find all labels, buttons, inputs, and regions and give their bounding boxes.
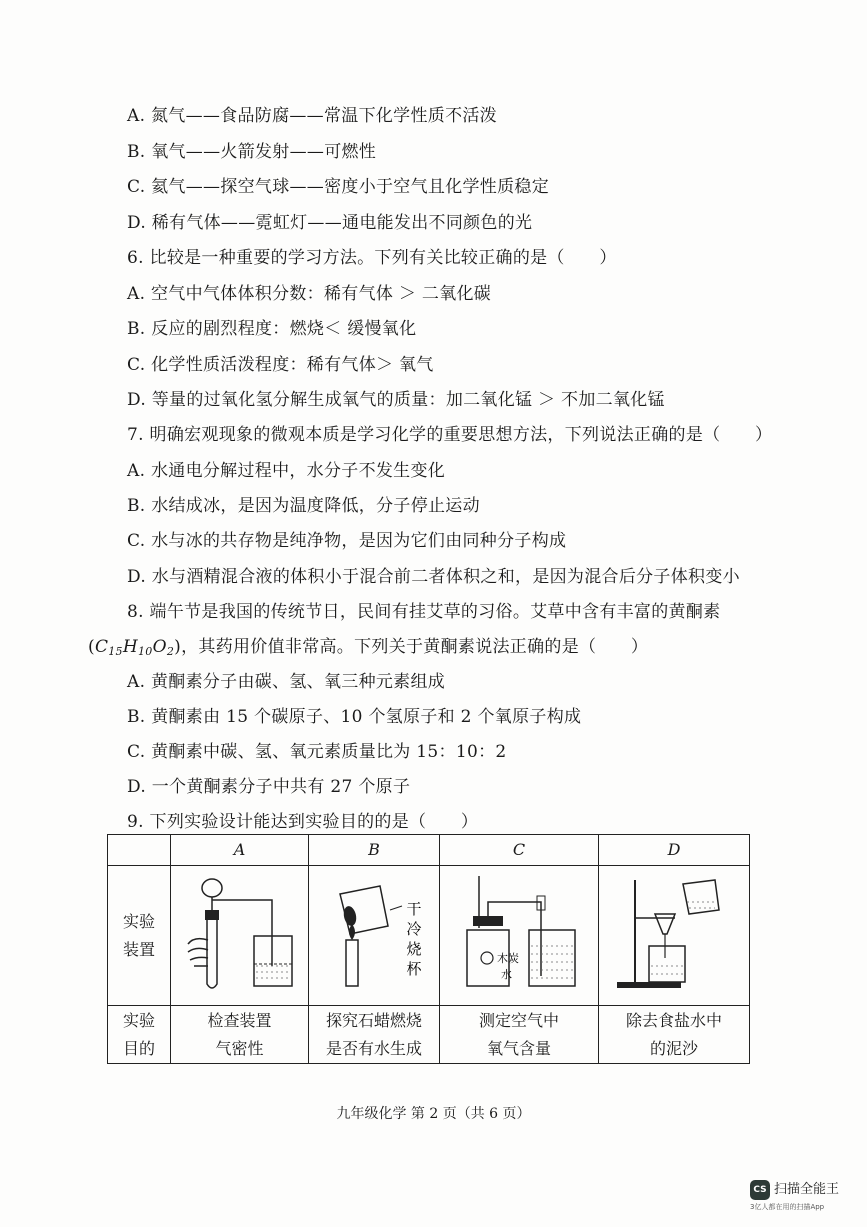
scanner-logo-icon: CS xyxy=(750,1180,770,1200)
option-8a: A. 黄酮素分子由碳、氢、氧三种元素组成 xyxy=(127,672,446,692)
scanner-watermark xyxy=(750,1180,850,1214)
purpose-row xyxy=(108,1006,750,1064)
question-9: 9. 下列实验设计能达到实验目的的是（ ） xyxy=(127,812,479,832)
formula-h-sub: 10 xyxy=(138,645,153,658)
formula-o: O xyxy=(152,637,167,657)
option-7d: D. 水与酒精混合液的体积小于混合前二者体积之和，是因为混合后分子体积变小 xyxy=(127,567,740,587)
formula-c: C xyxy=(94,637,109,657)
option-8b: B. 黄酮素由 15 个碳原子、10 个氢原子和 2 个氧原子构成 xyxy=(127,707,582,727)
scanner-tagline: 3亿人都在用的扫描App xyxy=(750,1203,825,1211)
apparatus-a xyxy=(171,866,309,1006)
formula-o-sub: 2 xyxy=(166,645,175,658)
airtightness-check-illustration xyxy=(172,866,308,996)
filtration-illustration xyxy=(599,866,749,996)
header-c: C xyxy=(440,835,599,866)
option-6b: B. 反应的剧烈程度：燃烧＜ 缓慢氧化 xyxy=(127,319,417,339)
option-8c: C. 黄酮素中碳、氢、氧元素质量比为 15：10：2 xyxy=(127,742,507,762)
option-8d: D. 一个黄酮素分子中共有 27 个原子 xyxy=(127,777,411,797)
question-8-rest: ，其药用价值非常高。下列关于黄酮素说法正确的是（ ） xyxy=(181,637,649,657)
option-6d: D. 等量的过氧化氢分解生成氧气的质量：加二氧化锰 ＞ 不加二氧化锰 xyxy=(127,390,665,410)
b-label-1: 干 xyxy=(406,900,422,918)
formula-h: H xyxy=(122,637,138,657)
experiment-table xyxy=(107,834,750,1064)
table-header-row xyxy=(108,835,750,866)
purpose-a: 检查装置 气密性 xyxy=(171,1006,309,1064)
option-5b: B. 氧气——火箭发射——可燃性 xyxy=(127,142,377,162)
purpose-d: 除去食盐水中 的泥沙 xyxy=(599,1006,750,1064)
option-7b: B. 水结成冰，是因为温度降低，分子停止运动 xyxy=(127,496,480,516)
apparatus-b xyxy=(309,866,440,1006)
option-7c: C. 水与冰的共存物是纯净物，是因为它们由同种分子构成 xyxy=(127,531,567,551)
b-label-3: 烧 xyxy=(406,940,422,958)
option-6a: A. 空气中气体体积分数：稀有气体 ＞ 二氧化碳 xyxy=(127,284,492,304)
header-b: B xyxy=(309,835,440,866)
apparatus-row xyxy=(108,866,750,1006)
apparatus-d xyxy=(599,866,750,1006)
b-label-4: 杯 xyxy=(406,960,422,978)
option-6c: C. 化学性质活泼程度：稀有气体＞ 氧气 xyxy=(127,355,434,375)
header-a: A xyxy=(171,835,309,866)
c-label-charcoal: 木炭 xyxy=(497,952,519,965)
candle-cold-beaker-illustration xyxy=(310,866,438,996)
option-5d: D. 稀有气体——霓虹灯——通电能发出不同颜色的光 xyxy=(127,213,533,233)
option-7a: A. 水通电分解过程中，水分子不发生变化 xyxy=(127,461,446,481)
question-8: 8. 端午节是我国的传统节日，民间有挂艾草的习俗。艾草中含有丰富的黄酮素 xyxy=(127,602,721,622)
question-8-formula-line: $(C_{15}H_{10}O_2)$，其药用价值非常高。下列关于黄酮素说法正确的是（ ） xyxy=(88,637,649,658)
purpose-c: 测定空气中 氧气含量 xyxy=(440,1006,599,1064)
c-label-water: 水 xyxy=(501,968,512,981)
purpose-label: 实验 目的 xyxy=(108,1006,171,1064)
formula-c-sub: 15 xyxy=(108,645,123,658)
question-6: 6. 比较是一种重要的学习方法。下列有关比较正确的是（ ） xyxy=(127,248,617,268)
purpose-b: 探究石蜡燃烧 是否有水生成 xyxy=(309,1006,440,1064)
option-5c: C. 氦气——探空气球——密度小于空气且化学性质稳定 xyxy=(127,177,550,197)
scanner-app-name: 扫描全能王 xyxy=(774,1182,840,1197)
header-empty xyxy=(108,835,171,866)
apparatus-label: 实验 装置 xyxy=(108,866,171,1006)
apparatus-c xyxy=(440,866,599,1006)
question-7: 7. 明确宏观现象的微观本质是学习化学的重要思想方法，下列说法正确的是（ ） xyxy=(127,425,773,445)
page-footer: 九年级化学 第 2 页（共 6 页） xyxy=(336,1106,531,1122)
b-label-2: 冷 xyxy=(406,920,422,938)
option-5a: A. 氮气——食品防腐——常温下化学性质不活泼 xyxy=(127,106,497,126)
oxygen-measurement-illustration xyxy=(441,866,597,996)
header-d: D xyxy=(599,835,750,866)
